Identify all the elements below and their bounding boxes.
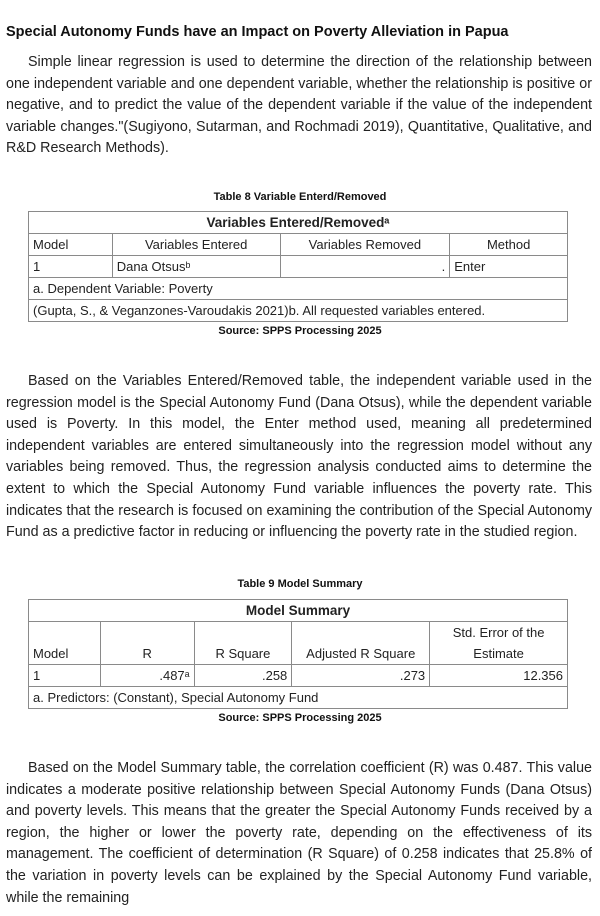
table8-data-row xyxy=(29,256,568,278)
table8-source: Source: SPPS Processing 2025 xyxy=(218,325,382,337)
table9-cell-model: 1 xyxy=(29,665,101,687)
table9-cell-adj: .273 xyxy=(292,665,430,687)
table8-title-row xyxy=(29,212,568,234)
table9-header-row-2 xyxy=(29,643,568,665)
table8-header-entered: Variables Entered xyxy=(112,234,280,256)
table9 xyxy=(28,599,568,709)
table8-caption: Table 8 Variable Enterd/Removed xyxy=(213,191,387,203)
table9-note-a: a. Predictors: (Constant), Special Autonomy Fund xyxy=(29,687,568,709)
table8-cell-removed-blank xyxy=(280,256,436,278)
table9-cell-std: 12.356 xyxy=(430,665,568,687)
table9-source: Source: SPPS Processing 2025 xyxy=(218,712,382,724)
table8-header-model: Model xyxy=(29,234,113,256)
table9-note-row xyxy=(29,687,568,709)
paragraph-2: Based on the Variables Entered/Removed table, the independent variable used in the regression model is the Special Autonomy Fund (Dana Otsus), while the dependent variable used is Poverty. In this model, the Enter method used, meaning all predetermined independent variables are entered simultaneously into the regression model without any variables being removed. Thus, the regression analysis conducted aims to determine the extent to which the Special Autonomy Fund variable influences the poverty rate. This indicates that the research is focused on examining the contribution of the Special Autonomy Fund as a predictive factor in reducing or influencing the poverty rate in the studied region. xyxy=(6,373,592,541)
table9-data-row xyxy=(29,665,568,687)
table8-cell-removed: . xyxy=(436,256,450,278)
section-title: Special Autonomy Funds have an Impact on Poverty Alleviation in Papua xyxy=(6,24,509,40)
table8-header-removed: Variables Removed xyxy=(280,234,450,256)
table8-cell-entered: Dana Otsusᵇ xyxy=(112,256,280,278)
table8-header-method: Method xyxy=(450,234,568,256)
table8-header-row xyxy=(29,234,568,256)
table8-note-b-row xyxy=(29,300,568,322)
table8-cell-method: Enter xyxy=(450,256,568,278)
table9-caption: Table 9 Model Summary xyxy=(237,578,363,590)
table9-title: Model Summary xyxy=(29,600,568,622)
paragraph-3: Based on the Model Summary table, the correlation coefficient (R) was 0.487. This value indicates a moderate positive relationship between Special Autonomy Funds (Dana Otsus) and poverty levels. This means that the greater the Special Autonomy Funds received by a region, the higher or lower the poverty rate, depending on the effectiveness of its management. The coefficient of determination (R Square) of 0.258 indicates that 25.8% of the variation in poverty levels can be explained by the Special Autonomy Fund variable, while the remaining xyxy=(6,760,592,906)
table8-note-a: a. Dependent Variable: Poverty xyxy=(29,278,568,300)
table9-header-rsquare: R Square xyxy=(194,643,292,665)
table9-header-model: Model xyxy=(29,643,101,665)
paragraph-1: Simple linear regression is used to determine the direction of the relationship between one independent variable and one dependent variable, whether the relationship is positive or negative, and to predict the value of the dependent variable if the value of the independent variable changes."(Sugiyono, Sutarman, and Rochmadi 2019), Quantitative, Qualitative, and R&D Research Methods). xyxy=(6,54,592,157)
table9-cell-rsquare: .258 xyxy=(194,665,292,687)
table9-title-row xyxy=(29,600,568,622)
table9-header-adj: Adjusted R Square xyxy=(292,643,430,665)
table8-cell-model: 1 xyxy=(29,256,113,278)
table9-header-r: R xyxy=(100,643,194,665)
table8-note-a-row xyxy=(29,278,568,300)
table9-header-std-line1: Std. Error of the xyxy=(430,622,568,644)
table9-header-std-line2: Estimate xyxy=(430,643,568,665)
table8-title: Variables Entered/Removedᵃ xyxy=(29,212,568,234)
table8 xyxy=(28,211,568,322)
table9-header-row-1 xyxy=(29,622,568,644)
table9-cell-r: .487ᵃ xyxy=(100,665,194,687)
table8-note-b: (Gupta, S., & Veganzones-Varoudakis 2021)b. All requested variables entered. xyxy=(29,300,568,322)
